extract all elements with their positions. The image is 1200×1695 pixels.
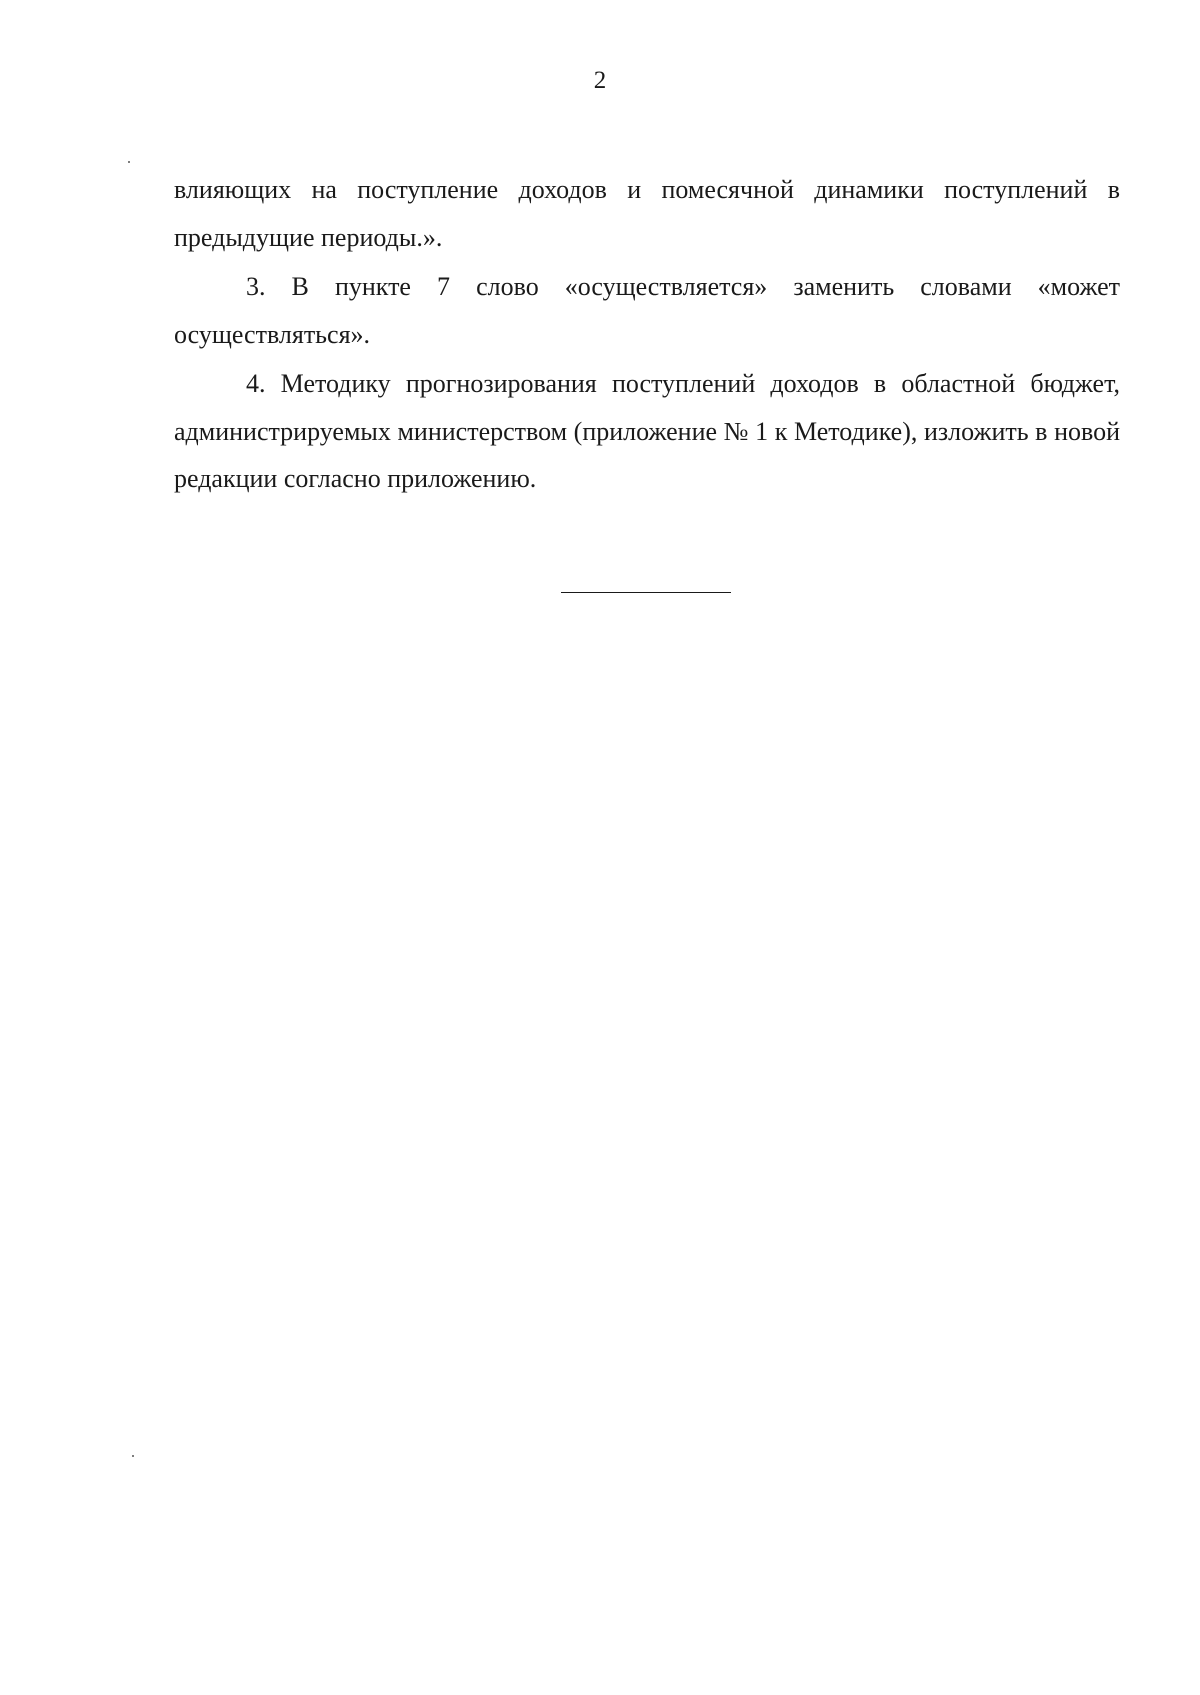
page-number: 2	[593, 67, 607, 94]
scan-speck	[128, 161, 130, 163]
paragraph-item-4: 4. Методику прогнозирования поступлений доходов в областной бюджет, администрируемых министерством (приложение № 1 к Методике), изложить в новой редакции согласно приложению.	[174, 369, 1120, 493]
paragraph-continuation: влияющих на поступление доходов и помесячной динамики поступлений в предыдущие периоды.».	[174, 175, 1120, 252]
document-body	[174, 166, 1120, 505]
paragraph-item-3: 3. В пункте 7 слово «осуществляется» заменить словами «может осуществляться».	[174, 272, 1120, 349]
scan-speck	[132, 1455, 134, 1457]
end-separator-line	[561, 592, 731, 593]
